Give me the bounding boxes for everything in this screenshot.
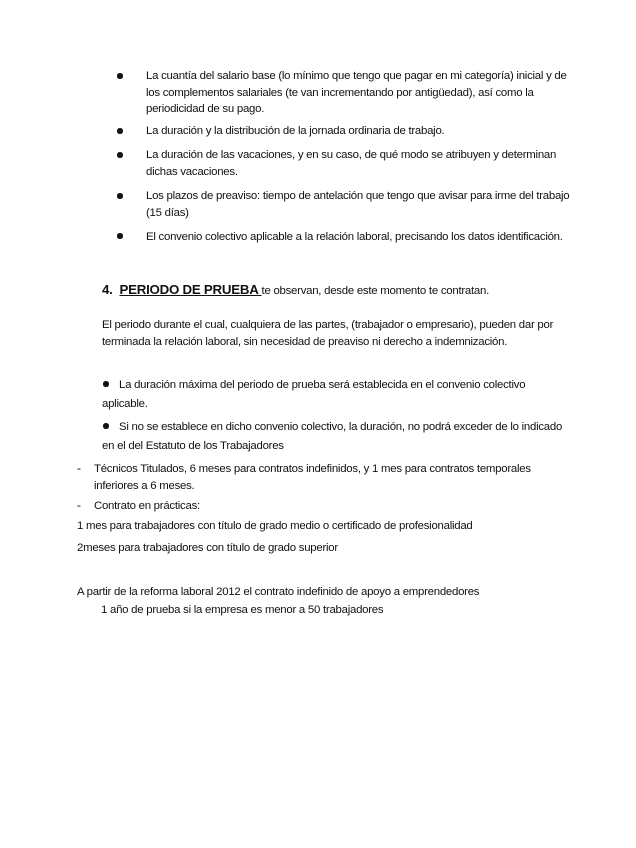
bullet-dot	[117, 128, 123, 134]
bullet-dot	[117, 233, 123, 239]
bullet-dot	[117, 152, 123, 158]
list-item: La duración y la distribución de la jornada ordinaria de trabajo.	[146, 125, 445, 137]
list-item: La cuantía del salario base (lo mínimo que tengo que pagar en mi categoría) inicial y de los complementos salariales (te van incrementando por antigüedad), así como la periodicidad de su pago.	[146, 70, 567, 115]
list-item: Los plazos de preaviso: tiempo de antelación que tengo que avisar para irme del trabajo (15 días)	[146, 190, 570, 219]
list-item: El convenio colectivo aplicable a la relación laboral, precisando los datos identificación.	[146, 231, 563, 243]
list-item: Si no se establece en dicho convenio colectivo, la duración, no podrá exceder de lo indicado en el del Estatuto de los Trabajadores	[102, 421, 563, 452]
section-title-rest: te observan, desde este momento te contratan.	[261, 285, 489, 297]
dash-item: Contrato en prácticas:	[94, 500, 200, 512]
list-item: La duración máxima del periodo de prueba será establecida en el convenio colectivo aplicable.	[102, 379, 526, 410]
dash-marker: -	[77, 461, 81, 475]
reforma-line: A partir de la reforma laboral 2012 el contrato indefinido de apoyo a emprendedores	[77, 586, 480, 598]
bullet-dot	[117, 193, 123, 199]
dash-marker: -	[77, 498, 81, 512]
practicas-line: 1 mes para trabajadores con título de grado medio o certificado de profesionalidad	[77, 520, 473, 532]
section-number: 4.	[102, 282, 113, 297]
section-description: El periodo durante el cual, cualquiera de las partes, (trabajador o empresario), pueden dar por terminada la relación laboral, sin necesidad de preaviso ni derecho a indemnización.	[102, 319, 554, 348]
section-title: PERIODO DE PRUEBA	[119, 282, 262, 297]
dash-item: Técnicos Titulados, 6 meses para contratos indefinidos, y 1 mes para contratos temporales inferiores a 6 meses.	[94, 463, 531, 492]
section-heading	[102, 282, 602, 300]
practicas-line: 2meses para trabajadores con título de grado superior	[77, 542, 338, 554]
bullet-dot	[117, 73, 123, 79]
list-item: La duración de las vacaciones, y en su caso, de qué modo se atribuyen y determinan dichas vacaciones.	[146, 149, 557, 178]
reforma-line: 1 año de prueba si la empresa es menor a 50 trabajadores	[101, 604, 384, 616]
